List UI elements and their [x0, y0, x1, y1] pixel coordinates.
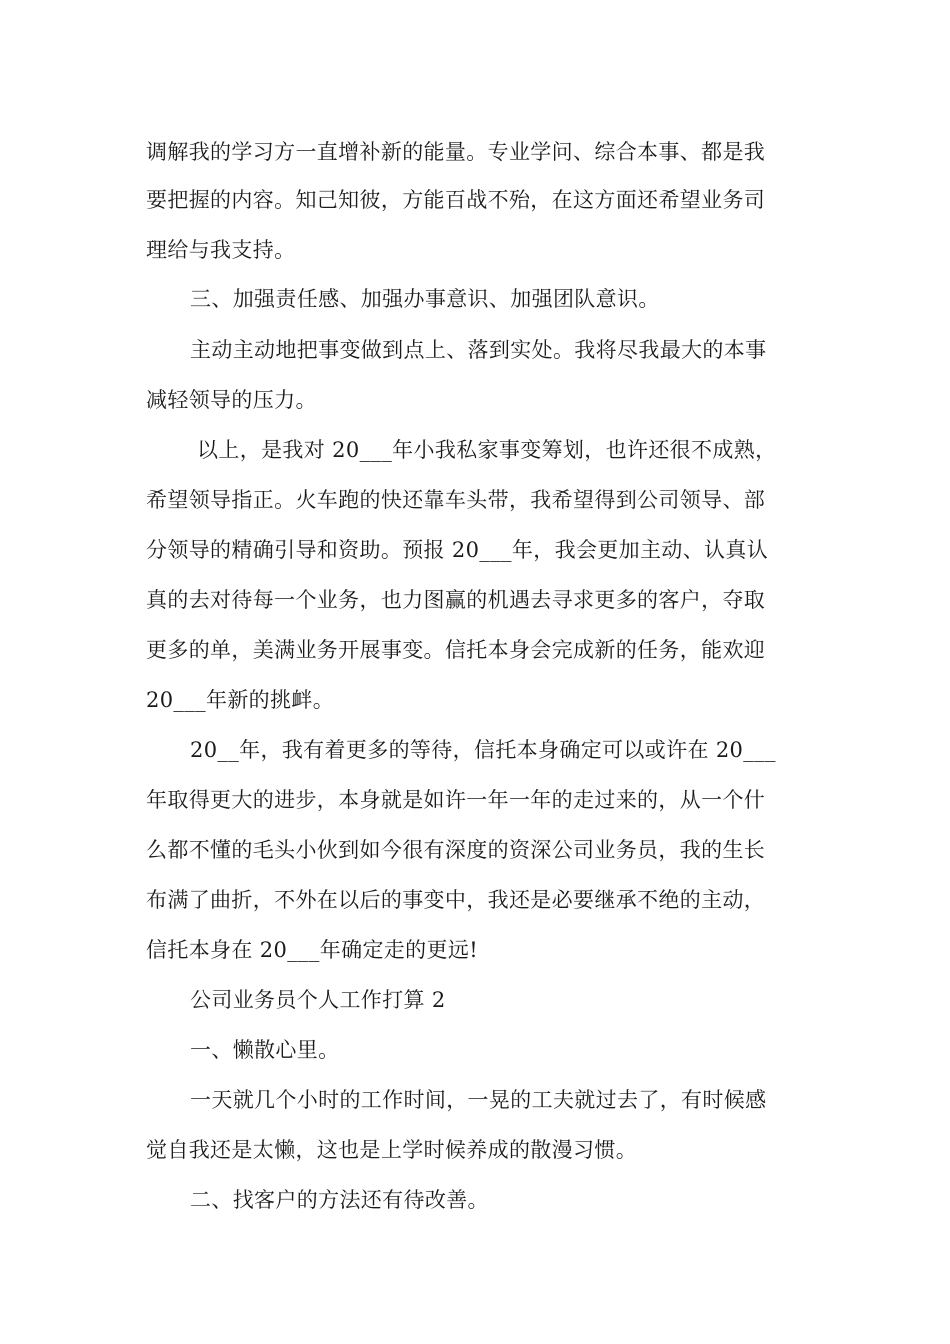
body-text-line: 理给与我支持。 [146, 238, 296, 262]
body-text-line: 年取得更大的进步，本身就是如许一年一年的走过来的，从一个什 [146, 788, 766, 812]
body-text-line: 分领导的精确引导和资助。预报 20___年，我会更加主动、认真认 [146, 538, 769, 562]
paragraph-first-line: 20__年，我有着更多的等待，信托本身确定可以或许在 20___ [190, 738, 776, 762]
section-heading: 三、加强责任感、加强办事意识、加强团队意识。 [190, 287, 660, 311]
body-text-line: 布满了曲折，不外在以后的事变中，我还是必要继承不绝的主动， [146, 888, 766, 912]
body-text-line: 希望领导指正。火车跑的快还靠车头带，我希望得到公司领导、部 [146, 488, 766, 512]
body-text-line: 觉自我还是太懒，这也是上学时候养成的散漫习惯。 [146, 1138, 638, 1162]
section-heading: 二、找客户的方法还有待改善。 [190, 1188, 489, 1212]
body-text-line: 要把握的内容。知己知彼，方能百战不殆，在这方面还希望业务司 [146, 188, 766, 212]
paragraph-first-line: 以上，是我对 20___年小我私家事变筹划，也许还很不成熟， [190, 438, 777, 462]
body-text-line: 更多的单，美满业务开展事变。信托本身会完成新的任务，能欢迎 [146, 638, 766, 662]
body-text-line: 20___年新的挑衅。 [146, 688, 335, 712]
document-subtitle: 公司业务员个人工作打算 2 [190, 988, 446, 1012]
paragraph-first-line: 主动主动地把事变做到点上、落到实处。我将尽我最大的本事 [190, 338, 767, 362]
paragraph-first-line: 一天就几个小时的工作时间，一晃的工夫就过去了，有时候感 [190, 1088, 767, 1112]
body-text-line: 真的去对待每一个业务，也力图赢的机遇去寻求更多的客户，夺取 [146, 588, 766, 612]
body-text-line: 信托本身在 20___年确定走的更远! [146, 938, 478, 962]
body-text-line: 调解我的学习方一直增补新的能量。专业学问、综合本事、都是我 [146, 140, 766, 164]
body-text-line: 么都不懂的毛头小伙到如今很有深度的资深公司业务员，我的生长 [146, 838, 766, 862]
body-text-line: 减轻领导的压力。 [146, 388, 317, 412]
section-heading: 一、懒散心里。 [190, 1038, 340, 1062]
